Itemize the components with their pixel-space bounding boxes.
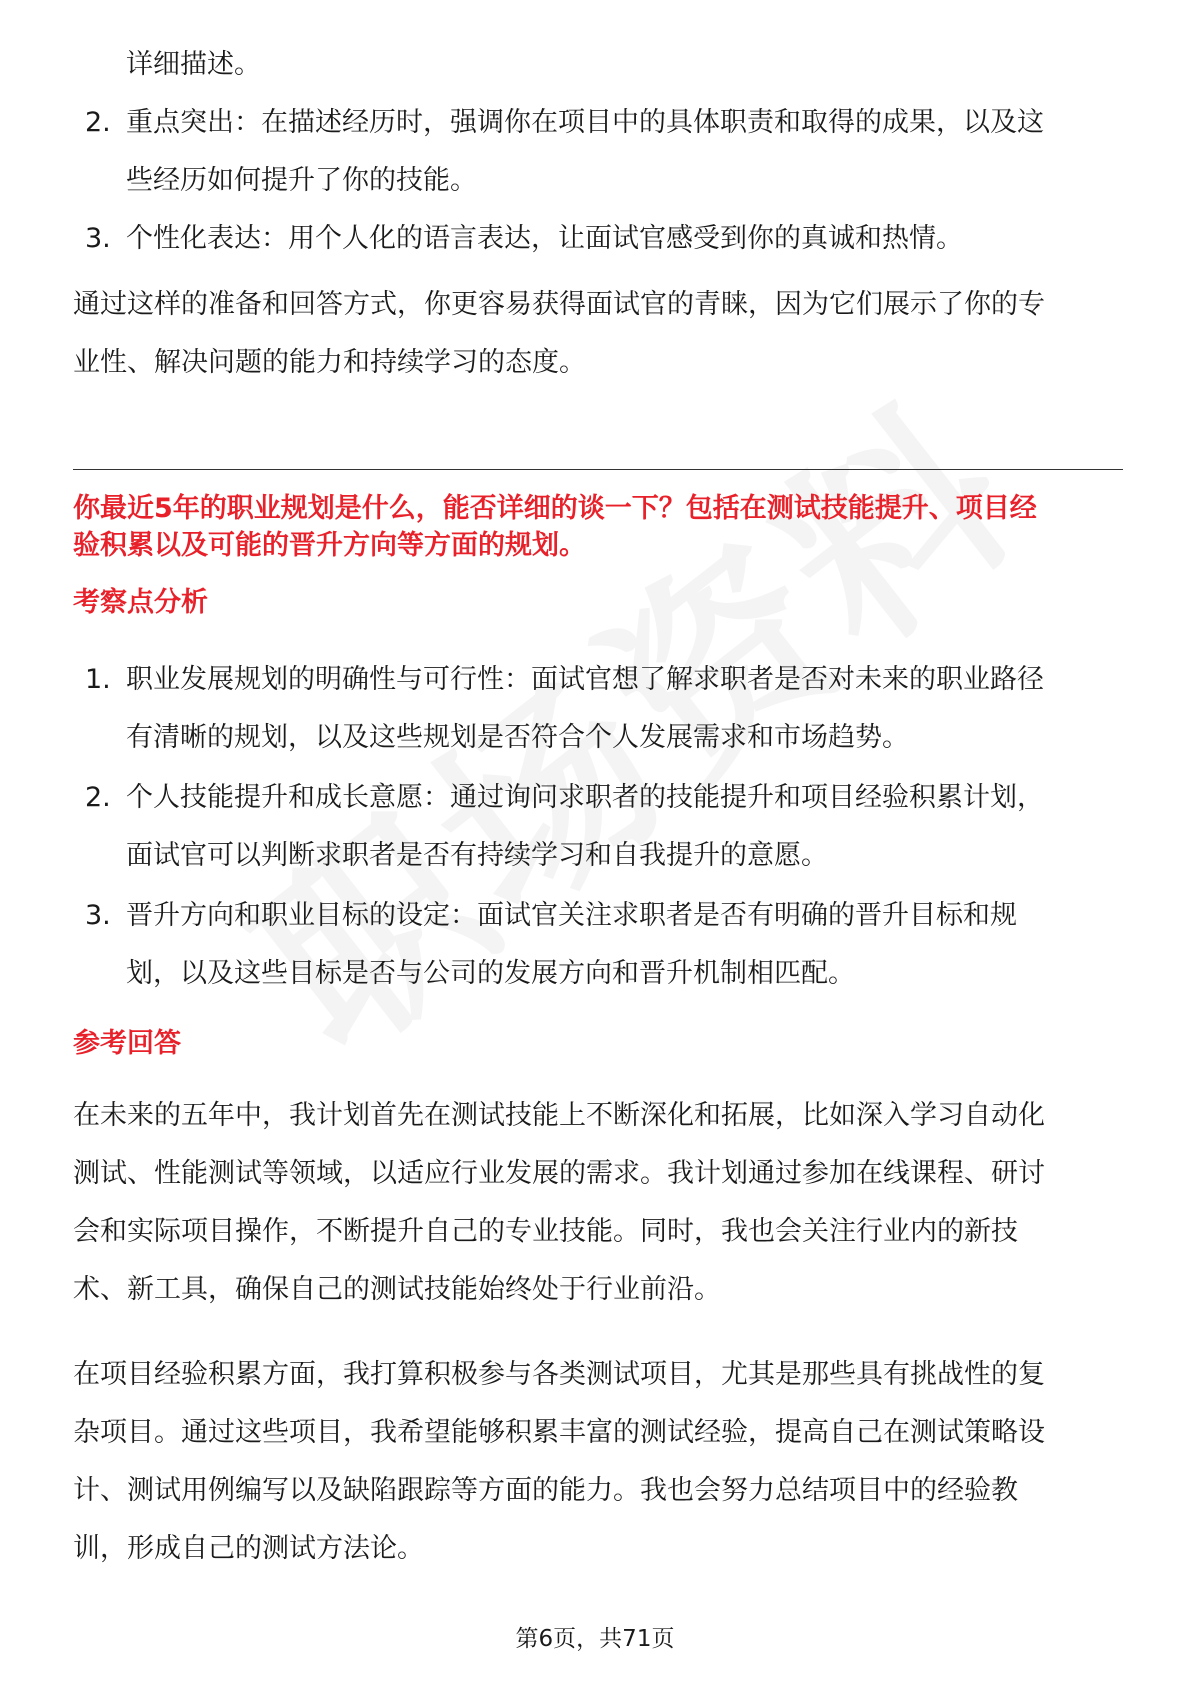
list-item-2: [73, 94, 1123, 210]
list-number: 2.: [85, 107, 111, 138]
paragraph-line: 在未来的五年中，我计划首先在测试技能上不断深化和拓展，比如深入学习自动化: [73, 1100, 1045, 1131]
list-item-text: 详细描述。: [126, 49, 261, 80]
list-item-line: 有清晰的规划，以及这些规划是否符合个人发展需求和市场趋势。: [126, 722, 909, 753]
paragraph-line: 会和实际项目操作，不断提升自己的专业技能。同时，我也会关注行业内的新技: [73, 1216, 1018, 1247]
list-item-continued: [73, 36, 1123, 94]
list-item-line: 些经历如何提升了你的技能。: [126, 165, 477, 196]
question-line: 验积累以及可能的晋升方向等方面的规划。: [73, 530, 586, 561]
continued-list: [73, 36, 1123, 268]
question-heading: [73, 490, 1123, 564]
paragraph-line: 在项目经验积累方面，我打算积极参与各类测试项目，尤其是那些具有挑战性的复: [73, 1359, 1045, 1390]
paragraph-line: 业性、解决问题的能力和持续学习的态度。: [73, 347, 586, 378]
list-number: 3.: [85, 900, 111, 931]
reference-title: 参考回答: [73, 1028, 181, 1059]
list-item-line: 职业发展规划的明确性与可行性：面试官想了解求职者是否对未来的职业路径: [126, 664, 1044, 695]
paragraph-line: 测试、性能测试等领域，以适应行业发展的需求。我计划通过参加在线课程、研讨: [73, 1158, 1045, 1189]
analysis-list: [73, 651, 1123, 1003]
paragraph-line: 训，形成自己的测试方法论。: [73, 1533, 424, 1564]
summary-paragraph: [73, 276, 1123, 392]
question-line: 你最近5年的职业规划是什么，能否详细的谈一下？包括在测试技能提升、项目经: [73, 493, 1037, 524]
list-item-line: 晋升方向和职业目标的设定：面试官关注求职者是否有明确的晋升目标和规: [126, 900, 1017, 931]
list-item-3: [73, 210, 1123, 268]
list-number: 1.: [85, 664, 111, 695]
analysis-item-1: [73, 651, 1123, 767]
list-item-line: 划，以及这些目标是否与公司的发展方向和晋升机制相匹配。: [126, 958, 855, 989]
list-item-line: 个人技能提升和成长意愿：通过询问求职者的技能提升和项目经验积累计划，: [126, 782, 1044, 813]
analysis-item-2: [73, 769, 1123, 885]
list-item-line: 个性化表达：用个人化的语言表达，让面试官感受到你的真诚和热情。: [126, 223, 963, 254]
paragraph-line: 计、测试用例编写以及缺陷跟踪等方面的能力。我也会努力总结项目中的经验教: [73, 1475, 1018, 1506]
paragraph-line: 术、新工具，确保自己的测试技能始终处于行业前沿。: [73, 1274, 721, 1305]
list-item-line: 面试官可以判断求职者是否有持续学习和自我提升的意愿。: [126, 840, 828, 871]
paragraph-line: 杂项目。通过这些项目，我希望能够积累丰富的测试经验，提高自己在测试策略设: [73, 1417, 1045, 1448]
analysis-item-3: [73, 887, 1123, 1003]
reference-paragraph-2: [73, 1346, 1123, 1578]
list-item-line: 重点突出：在描述经历时，强调你在项目中的具体职责和取得的成果，以及这: [126, 107, 1044, 138]
section-divider: [73, 469, 1123, 470]
analysis-title: 考察点分析: [73, 587, 208, 618]
reference-paragraph-1: [73, 1087, 1123, 1319]
page-number: 第6页，共71页: [515, 1626, 675, 1652]
list-number: 2.: [85, 782, 111, 813]
list-number: 3.: [85, 223, 111, 254]
paragraph-line: 通过这样的准备和回答方式，你更容易获得面试官的青睐，因为它们展示了你的专: [73, 289, 1045, 320]
